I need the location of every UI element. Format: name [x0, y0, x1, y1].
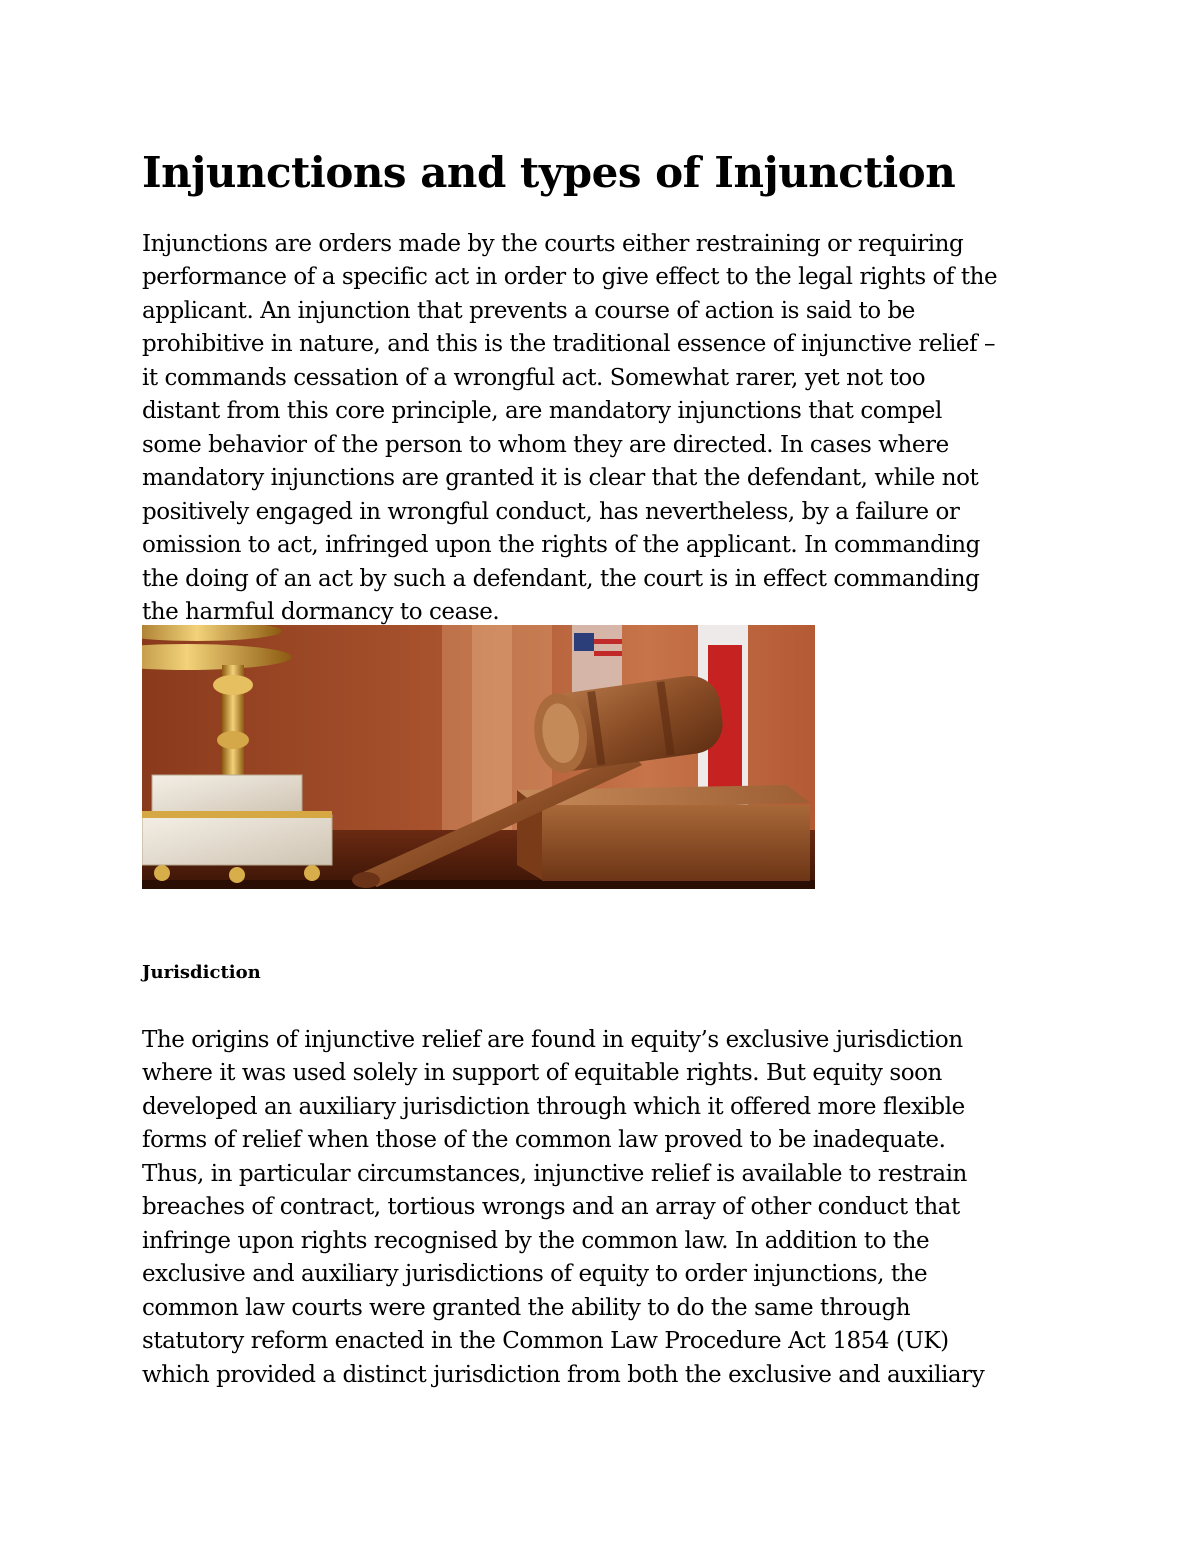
intro-line: distant from this core principle, are mandatory injunctions that compel [142, 398, 942, 424]
section-heading: Jurisdiction [142, 962, 261, 983]
jurisdiction-line: developed an auxiliary jurisdiction through which it offered more flexible [142, 1094, 965, 1120]
jurisdiction-line: common law courts were granted the ability to do the same through [142, 1295, 911, 1321]
page-title: Injunctions and types of Injunction [142, 148, 956, 197]
intro-line: positively engaged in wrongful conduct, has nevertheless, by a failure or [142, 499, 960, 525]
jurisdiction-line: infringe upon rights recognised by the common law. In addition to the [142, 1228, 930, 1254]
jurisdiction-line: where it was used solely in support of equitable rights. But equity soon [142, 1060, 942, 1086]
intro-line: Injunctions are orders made by the courts either restraining or requiring [142, 231, 964, 257]
jurisdiction-line: statutory reform enacted in the Common Law Procedure Act 1854 (UK) [142, 1328, 949, 1354]
jurisdiction-line: breaches of contract, tortious wrongs and an array of other conduct that [142, 1194, 960, 1220]
jurisdiction-line: exclusive and auxiliary jurisdictions of equity to order injunctions, the [142, 1261, 928, 1287]
intro-line: it commands cessation of a wrongful act. Somewhat rarer, yet not too [142, 365, 926, 391]
jurisdiction-line: Thus, in particular circumstances, injunctive relief is available to restrain [142, 1161, 967, 1187]
jurisdiction-line: forms of relief when those of the common law proved to be inadequate. [142, 1127, 946, 1153]
intro-line: the harmful dormancy to cease. [142, 599, 500, 625]
intro-line: performance of a specific act in order to give effect to the legal rights of the [142, 264, 998, 290]
jurisdiction-line: which provided a distinct jurisdiction from both the exclusive and auxiliary [142, 1362, 985, 1388]
intro-line: omission to act, infringed upon the rights of the applicant. In commanding [142, 532, 980, 558]
intro-line: the doing of an act by such a defendant, the court is in effect commanding [142, 566, 980, 592]
jurisdiction-line: The origins of injunctive relief are found in equity’s exclusive jurisdiction [142, 1027, 963, 1053]
intro-line: applicant. An injunction that prevents a course of action is said to be [142, 298, 915, 324]
intro-line: mandatory injunctions are granted it is clear that the defendant, while not [142, 465, 979, 491]
intro-line: prohibitive in nature, and this is the traditional essence of injunctive relief – [142, 331, 996, 357]
gavel-photo [142, 625, 815, 889]
intro-line: some behavior of the person to whom they are directed. In cases where [142, 432, 949, 458]
